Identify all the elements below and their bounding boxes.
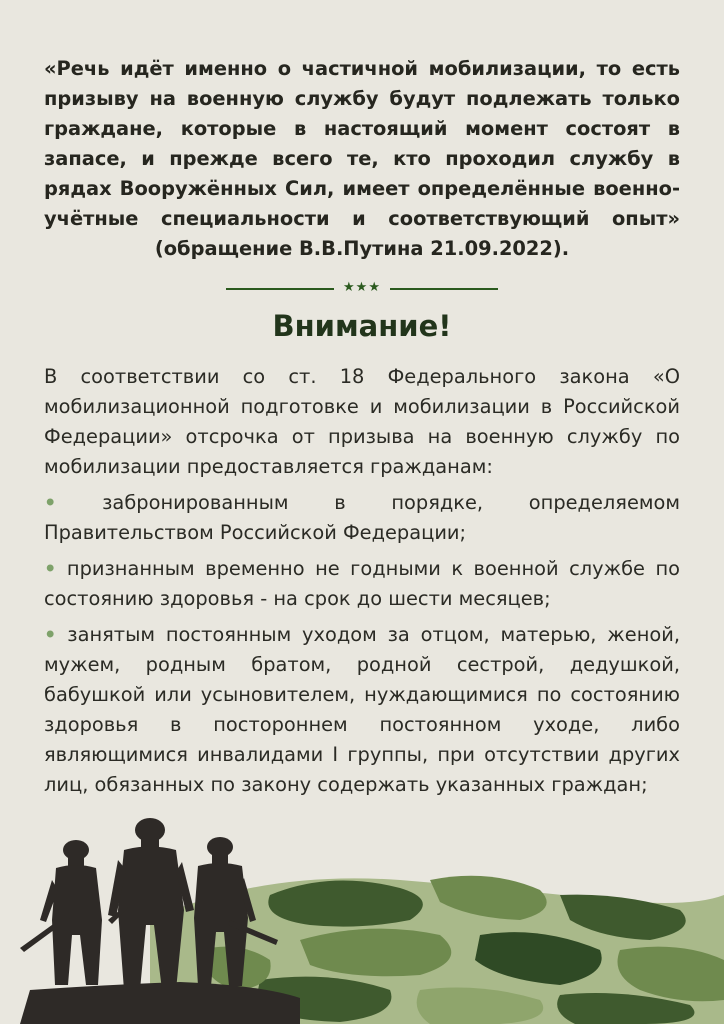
bullet-icon: • [44, 557, 57, 580]
list-item [44, 488, 680, 548]
soldiers-illustration [0, 800, 724, 1024]
divider-line-right [390, 288, 498, 290]
list-item-text: признанным временно не годными к военной службе по состоянию здоровья - на срок до шести месяцев; [44, 557, 680, 610]
attention-heading: Внимание! [272, 309, 452, 343]
list-item [44, 554, 680, 614]
quote-text: «Речь идёт именно о частичной мобилизации, то есть призыву на военную службу будут подлежать только граждане, которые в настоящий момент состоят в запасе, и прежде всего те, кто проходил службу в рядах Вооружённых Сил, имеет определённые военно-учётные специальности и соответствующий опыт» (обращение В.В.Путина 21.09.2022). [44, 57, 680, 260]
bullet-icon: • [44, 491, 57, 514]
bullet-icon: • [44, 623, 57, 646]
list-item-text: забронированным в порядке, определяемом Правительством Российской Федерации; [44, 491, 681, 544]
list-item-text: занятым постоянным уходом за отцом, матерью, женой, мужем, родным братом, родной сестрой, дедушкой, бабушкой или усыновителем, нуждающимися по состоянию здоровья в постороннем постоянном уходе, либо являющимися инвалидами I группы, при отсутствии других лиц, обязанных по закону содержать указанных граждан; [44, 623, 681, 796]
list-item [44, 620, 680, 800]
ornament-divider [226, 280, 498, 295]
intro-paragraph: В соответствии со ст. 18 Федерального закона «О мобилизационной подготовке и мобилизации в Российской Федерации» отсрочка от призыва на военную службу по мобилизации предоставляется гражданам: [44, 365, 680, 478]
stars-icon: ★★★ [343, 280, 381, 295]
law-text [44, 362, 680, 800]
